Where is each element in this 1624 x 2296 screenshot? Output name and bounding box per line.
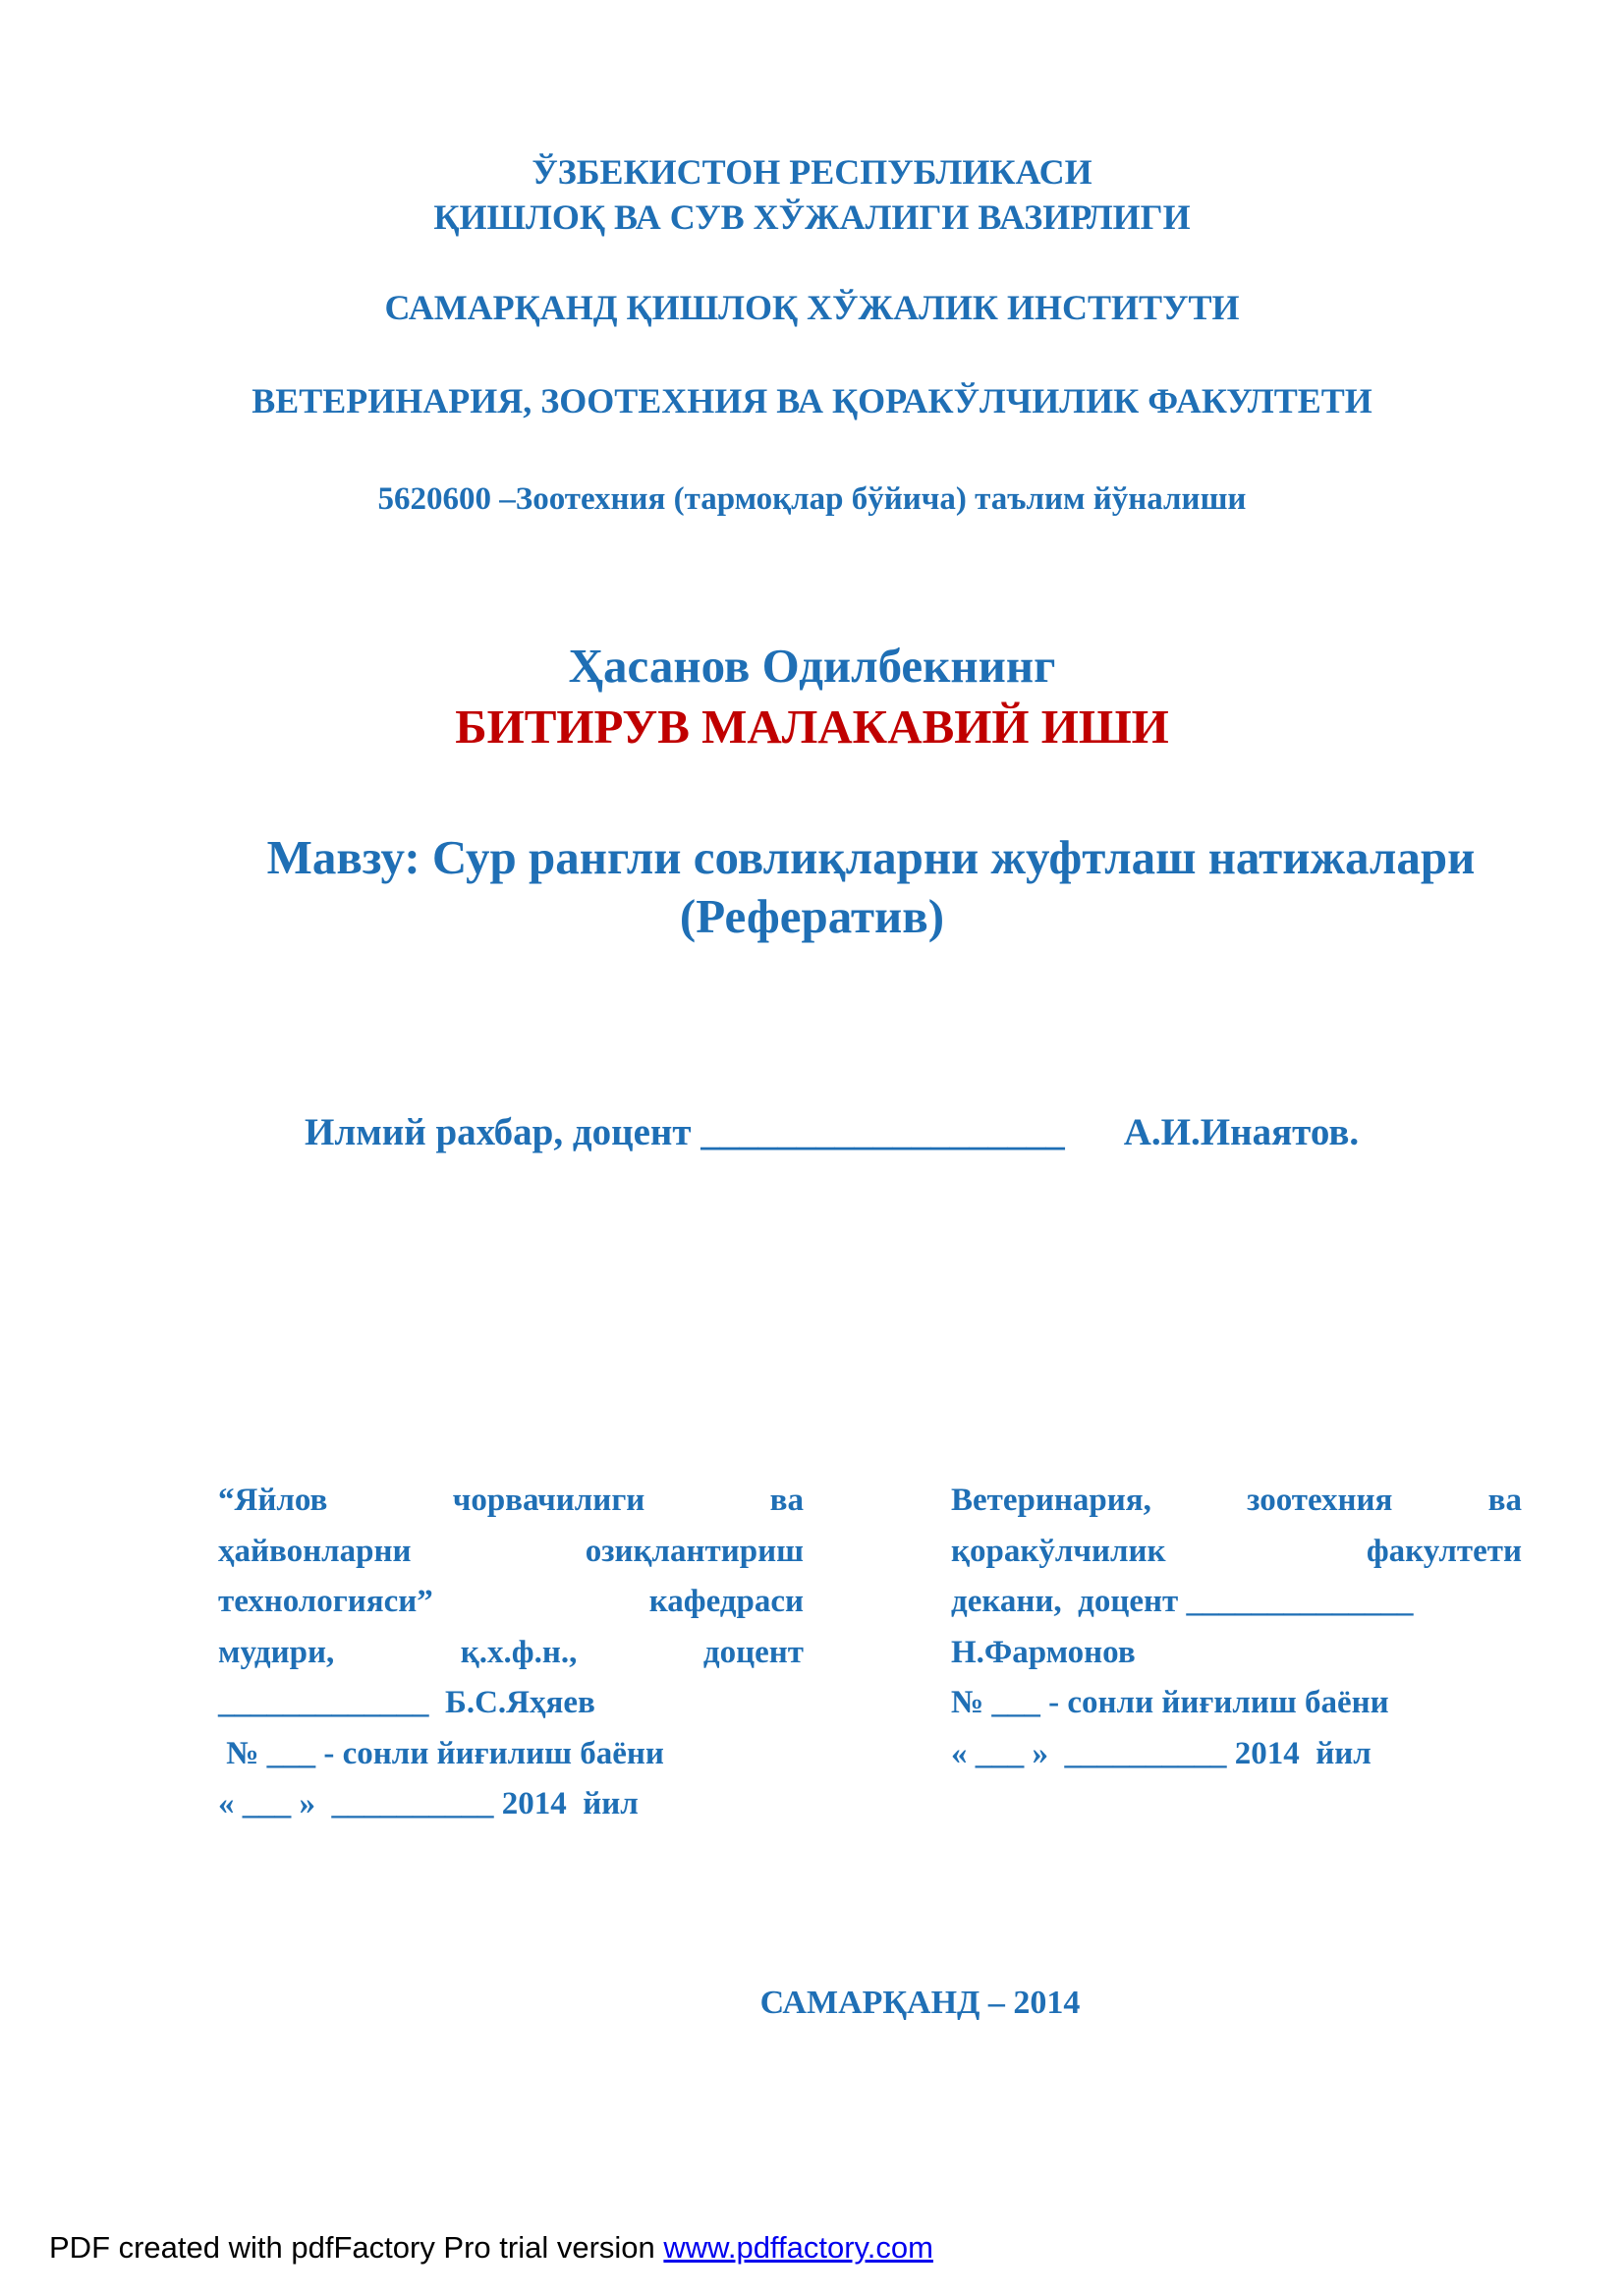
- dean-approval: [951, 1476, 1522, 1779]
- approval-line: [951, 1476, 1522, 1527]
- meeting-protocol: № ___ - сонли йиғилиш баёни: [951, 1685, 1389, 1720]
- approval-word: қоракўлчилик: [951, 1533, 1166, 1569]
- approval-word: ҳайвонларни: [218, 1533, 412, 1569]
- approval-word: озиқлантириш: [585, 1533, 804, 1569]
- approval-word: технологияси”: [218, 1584, 433, 1619]
- author-name: Ҳасанов Одилбекнинг: [568, 639, 1056, 693]
- approval-line: [218, 1577, 804, 1628]
- institute-name: САМАРҚАНД ҚИШЛОҚ ХЎЖАЛИК ИНСТИТУТИ: [384, 288, 1240, 327]
- ministry-name: ҚИШЛОҚ ВА СУВ ХЎЖАЛИГИ ВАЗИРЛИГИ: [433, 197, 1191, 237]
- department-head-signature: _____________ Б.С.Яҳяев: [218, 1685, 595, 1720]
- approval-word: чорвачилиги: [452, 1483, 645, 1518]
- advisor-name: А.И.Инаятов.: [1123, 1111, 1360, 1153]
- republic-name: ЎЗБЕКИСТОН РЕСПУБЛИКАСИ: [532, 152, 1092, 192]
- approval-word: Ветеринария,: [951, 1483, 1151, 1518]
- faculty-name: ВЕТЕРИНАРИЯ, ЗООТЕХНИЯ ВА ҚОРАКЎЛЧИЛИК ФАКУЛТЕТИ: [252, 381, 1372, 420]
- approval-date: « ___ » __________ 2014 йил: [951, 1735, 1372, 1771]
- advisor-line: [305, 1110, 1359, 1154]
- advisor-label: Илмий рахбар, доцент ___________________: [305, 1111, 1065, 1153]
- work-type-title: БИТИРУВ МАЛАКАВИЙ ИШИ: [455, 700, 1169, 754]
- approval-word: ва: [1487, 1483, 1522, 1518]
- approval-word: “Яйлов: [218, 1483, 328, 1518]
- dean-signature-line: декани, доцент ______________: [951, 1584, 1414, 1619]
- approval-line: [951, 1527, 1522, 1578]
- approval-word: зоотехния: [1247, 1483, 1393, 1518]
- department-head-approval: [218, 1476, 804, 1830]
- approval-word: кафедраси: [648, 1584, 804, 1619]
- approval-word: факултети: [1366, 1533, 1522, 1569]
- pdffactory-link[interactable]: www.pdffactory.com: [663, 2230, 933, 2265]
- topic-subtitle: (Рефератив): [679, 889, 945, 943]
- approval-date: « ___ » __________ 2014 йил: [218, 1786, 639, 1821]
- approval-line: [218, 1476, 804, 1527]
- approval-word: доцент: [702, 1634, 804, 1670]
- approval-line: [218, 1628, 804, 1679]
- approval-word: ва: [769, 1483, 804, 1518]
- dean-name: Н.Фармонов: [951, 1634, 1136, 1670]
- pdf-watermark-note: [49, 2230, 933, 2266]
- program-name: 5620600 –Зоотехния (тармоқлар бўйича) таълим йўналиши: [377, 481, 1247, 517]
- topic-title: Мавзу: Сур рангли совлиқларни жуфтлаш натижалари: [266, 830, 1476, 884]
- approval-word: қ.х.ф.н.,: [460, 1634, 578, 1670]
- approval-word: мудири,: [218, 1634, 335, 1670]
- pdf-note-text: PDF created with pdfFactory Pro trial version: [49, 2230, 664, 2265]
- city-year: САМАРҚАНД – 2014: [759, 1985, 1081, 2021]
- ministry-header: [0, 149, 1624, 240]
- approval-line: [218, 1527, 804, 1578]
- meeting-protocol: № ___ - сонли йиғилиш баёни: [218, 1735, 664, 1771]
